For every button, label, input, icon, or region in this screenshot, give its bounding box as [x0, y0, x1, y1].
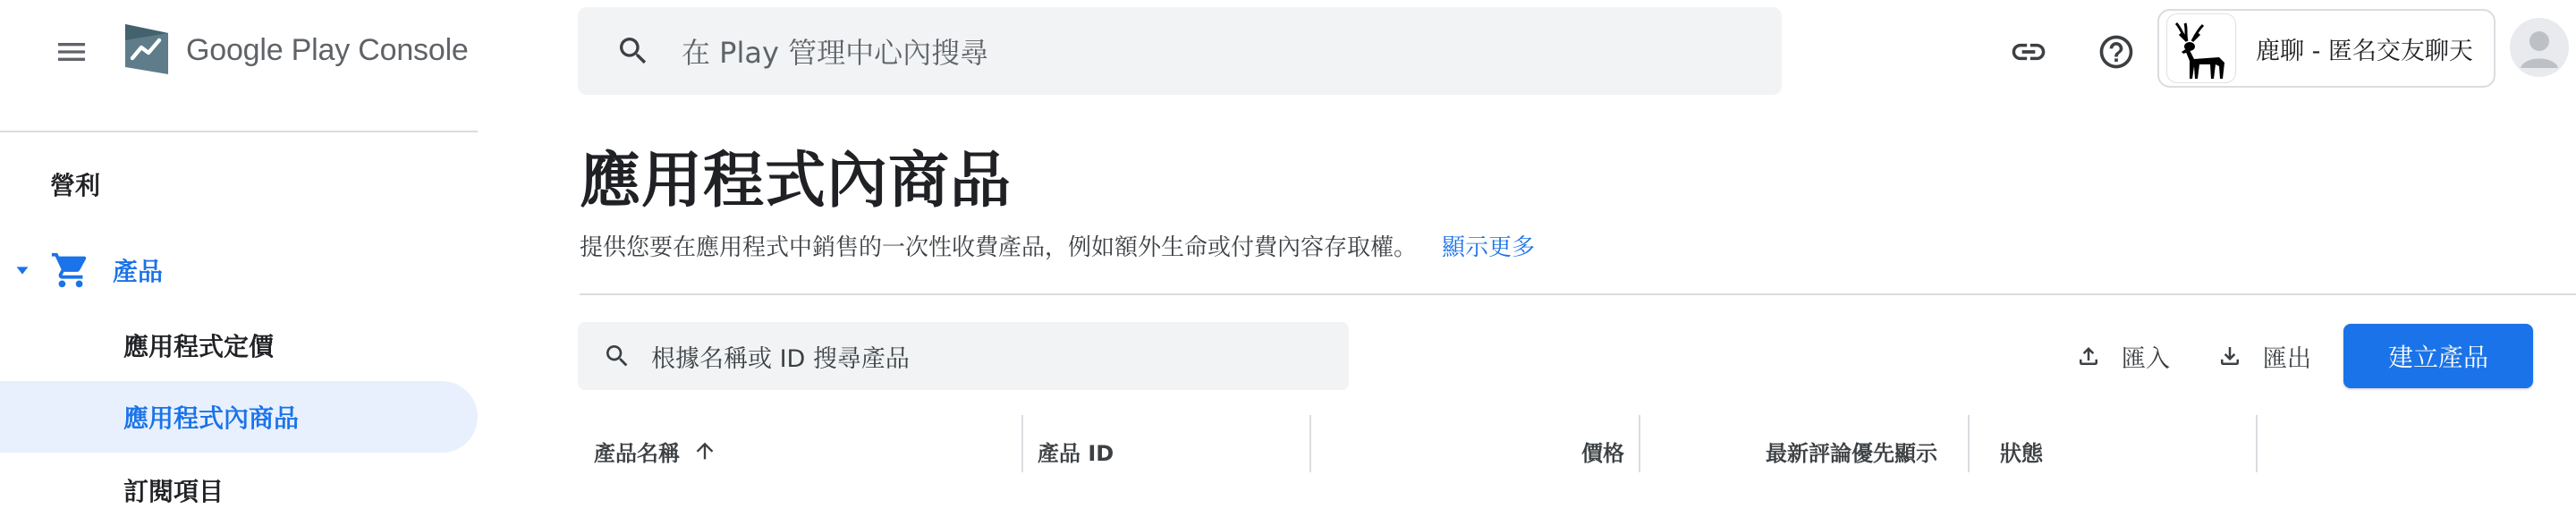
help-icon: [2097, 32, 2136, 72]
brand-google-play: Google Play: [186, 32, 351, 67]
google-play-console-logo[interactable]: [122, 21, 469, 79]
column-label: 最新評論優先顯示: [1766, 440, 1937, 466]
sidebar-group-monetize: 營利: [50, 171, 101, 200]
shopping-cart-icon: [50, 250, 91, 291]
column-label: 狀態: [2000, 440, 2043, 466]
search-icon: [615, 33, 651, 69]
show-more-link[interactable]: 顯示更多: [1442, 234, 1536, 261]
export-label: 匯出: [2263, 344, 2311, 373]
column-divider[interactable]: [1968, 415, 1970, 472]
copy-link-button[interactable]: [2000, 23, 2057, 81]
column-header-product-name[interactable]: [594, 429, 717, 472]
column-header-price[interactable]: [1324, 429, 1624, 472]
help-button[interactable]: [2088, 23, 2145, 81]
global-search-input[interactable]: 在 Play 管理中心內搜尋: [682, 36, 989, 70]
play-console-logo-icon: [122, 22, 172, 78]
description-text: 提供您要在應用程式中銷售的一次性收費產品，例如額外生命或付費內容存取權。: [580, 234, 1418, 261]
import-button[interactable]: [2075, 322, 2170, 390]
sidebar-item-subscriptions[interactable]: [0, 454, 478, 526]
column-label: 價格: [1581, 440, 1624, 466]
global-search-bar[interactable]: [578, 7, 1782, 95]
app-selector[interactable]: [2157, 9, 2496, 88]
page-description: [580, 229, 1535, 262]
column-header-status[interactable]: [2000, 429, 2043, 472]
export-button[interactable]: [2216, 322, 2311, 390]
column-divider[interactable]: [2256, 415, 2258, 472]
product-search-input[interactable]: 根據名稱或 ID 搜尋產品: [651, 344, 910, 373]
sidebar-item-label: 應用程式定價: [123, 332, 275, 361]
download-icon: [2216, 343, 2243, 369]
main-menu-button[interactable]: [47, 27, 97, 77]
sidebar-header-divider: [0, 131, 478, 132]
column-header-latest-review[interactable]: [1653, 429, 1937, 472]
brand-text: [186, 33, 469, 68]
column-label: 產品名稱: [594, 440, 680, 466]
sidebar-item-label: 應用程式內商品: [123, 403, 300, 433]
sidebar-item-label: 訂閱項目: [123, 477, 225, 506]
sort-ascending-icon[interactable]: [692, 438, 717, 463]
sidebar-item-products[interactable]: [0, 245, 478, 295]
column-divider[interactable]: [1639, 415, 1640, 472]
content-divider: [580, 293, 2576, 295]
sidebar-item-in-app-products[interactable]: [0, 381, 478, 453]
app-deer-icon: [2166, 13, 2236, 83]
hamburger-menu-icon: [54, 34, 89, 70]
column-header-product-id[interactable]: [1038, 429, 1114, 472]
page-title: 應用程式內商品: [580, 146, 1013, 216]
app-name: 鹿聊 - 匿名交友聊天: [2256, 37, 2473, 65]
column-divider[interactable]: [1021, 415, 1023, 472]
import-label: 匯入: [2122, 344, 2170, 373]
upload-icon: [2075, 343, 2102, 369]
column-divider[interactable]: [1309, 415, 1311, 472]
create-product-button[interactable]: 建立產品: [2343, 324, 2533, 388]
product-search-bar[interactable]: [578, 322, 1349, 390]
sidebar-item-products-label: 產品: [113, 257, 164, 286]
account-avatar[interactable]: [2510, 18, 2569, 77]
search-icon: [603, 342, 631, 370]
column-label: 產品 ID: [1038, 440, 1114, 466]
sidebar-item-app-pricing[interactable]: [0, 310, 478, 381]
user-avatar-icon: [2510, 18, 2569, 77]
caret-down-icon[interactable]: [13, 260, 32, 280]
link-icon: [2009, 32, 2048, 72]
brand-console: Console: [358, 32, 469, 67]
